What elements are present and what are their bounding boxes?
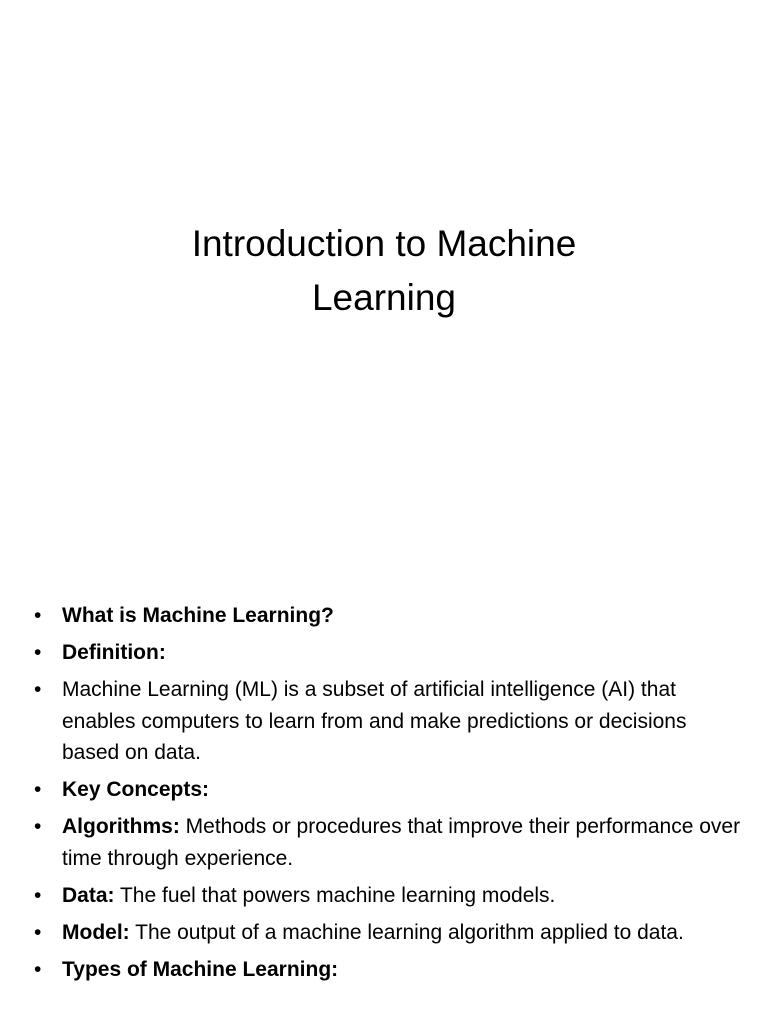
slide-title-line-2: Learning <box>311 276 456 318</box>
bullet-bold-text: Key Concepts: <box>62 778 210 801</box>
bullet-item-data <box>34 880 744 912</box>
bullet-text: The fuel that powers machine learning models. <box>114 883 556 907</box>
slide-title-line-1: Introduction to Machine <box>191 222 577 264</box>
bullet-bold-text: Data: <box>62 883 115 907</box>
bullet-dot-icon: • <box>34 957 42 981</box>
bullet-item-model <box>34 917 744 949</box>
slide-title <box>0 217 768 325</box>
bullet-item-what-is-ml <box>34 600 744 632</box>
bullet-bold-text: Definition: <box>62 641 166 664</box>
bullet-item-definition <box>34 637 744 669</box>
bullet-dot-icon: • <box>34 641 42 664</box>
bullet-dot-icon: • <box>34 920 42 944</box>
bullet-dot-icon: • <box>34 778 42 801</box>
bullet-dot-icon: • <box>34 815 42 838</box>
bullet-bold-text: What is Machine Learning? <box>62 604 334 627</box>
bullet-bold-text: Algorithms: <box>62 815 180 838</box>
bullet-dot-icon: • <box>34 604 42 627</box>
bullet-item-key-concepts <box>34 774 744 806</box>
bullet-text: The output of a machine learning algorithm applied to data. <box>129 920 684 944</box>
bullet-item-algorithms <box>34 811 744 874</box>
bullet-list <box>34 600 744 991</box>
bullet-text: Methods or procedures that improve their performance over time through experience. <box>62 815 741 870</box>
bullet-bold-text: Model: <box>62 920 130 944</box>
bullet-text: Machine Learning (ML) is a subset of artificial intelligence (AI) that enables computers to learn from and make predictions or decisions based on data. <box>62 678 687 764</box>
bullet-item-types <box>34 954 744 986</box>
bullet-item-definition-body <box>34 674 744 769</box>
bullet-dot-icon: • <box>34 678 42 701</box>
bullet-bold-text: Types of Machine Learning: <box>62 957 339 981</box>
bullet-dot-icon: • <box>34 883 42 907</box>
